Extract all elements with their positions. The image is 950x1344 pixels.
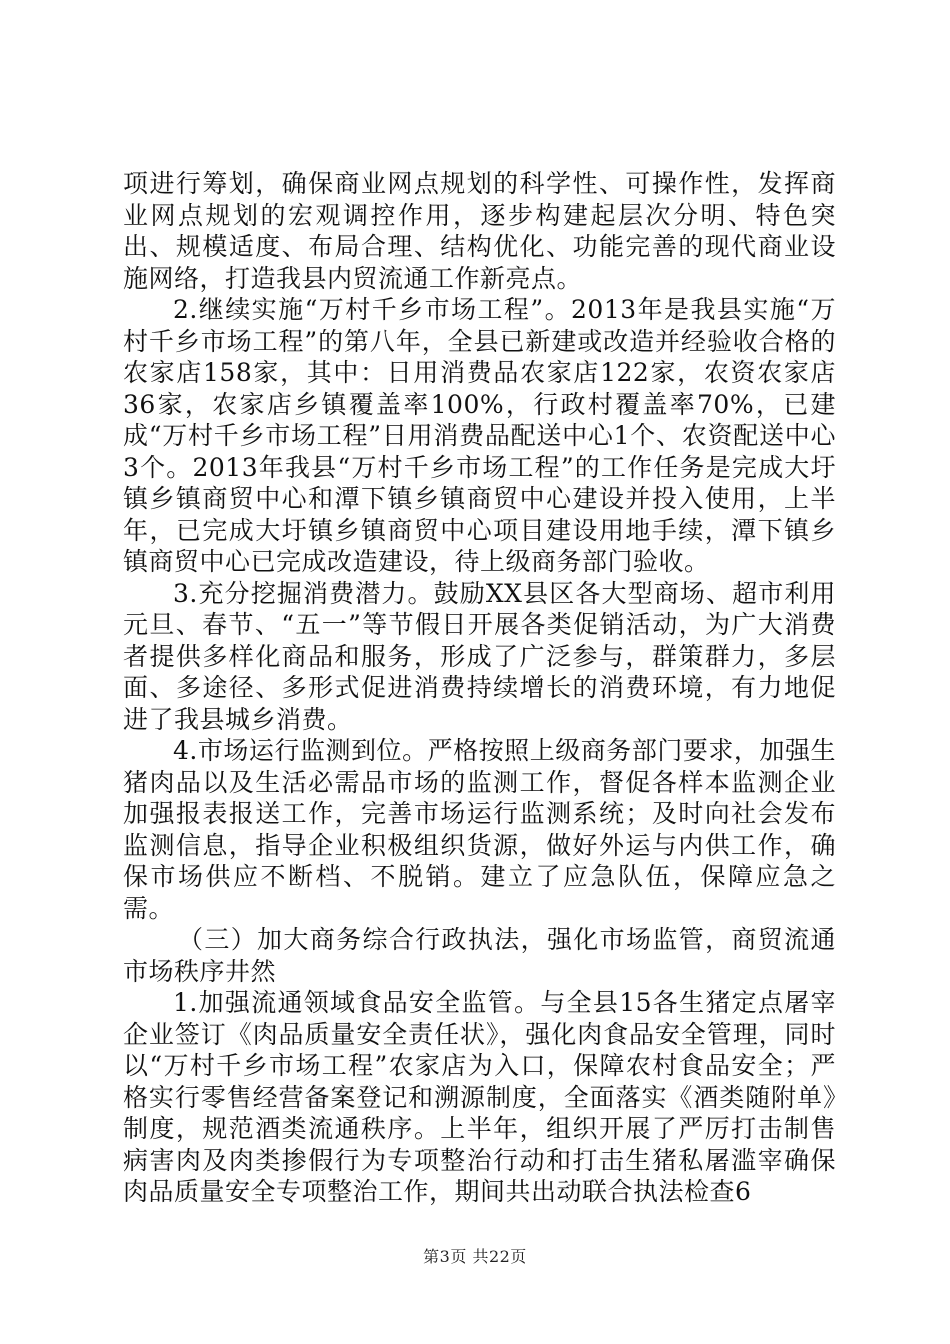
section-heading: （三）加大商务综合行政执法，强化市场监管，商贸流通市场秩序井然 — [123, 925, 836, 986]
paragraph-item-1: 1.加强流通领域食品安全监管。与全县15各生猪定点屠宰企业签订《肉品质量安全责任状》，强化肉食品安全管理，同时以“万村千乡市场工程”农家店为入口，保障农村食品安全；严格实行零售经营备案登记和溯源制度，全面落实《酒类随附单》制度，规范酒类流通秩序。上半年，组织开展了严厉打击制售病害肉及肉类掺假行为专项整治行动和打击生猪私屠滥宰确保肉品质量安全专项整治工作，期间共出动联合执法检查6 — [123, 988, 836, 1206]
paragraph-item-2: 2.继续实施“万村千乡市场工程”。2013年是我县实施“万村千乡市场工程”的第八年，全县已新建或改造并经验收合格的农家店158家，其中：日用消费品农家店122家，农资农家店36家，农家店乡镇覆盖率100%，行政村覆盖率70%，已建成“万村千乡市场工程”日用消费品配送中心1个、农资配送中心3个。2013年我县“万村千乡市场工程”的工作任务是完成大圩镇乡镇商贸中心和潭下镇乡镇商贸中心建设并投入使用，上半年，已完成大圩镇乡镇商贸中心项目建设用地手续，潭下镇乡镇商贸中心已完成改造建设，待上级商务部门验收。 — [123, 295, 836, 576]
page-footer: 第3页 共22页 — [423, 1247, 527, 1266]
paragraph-continuation: 项进行筹划，确保商业网点规划的科学性、可操作性，发挥商业网点规划的宏观调控作用，逐步构建起层次分明、特色突出、规模适度、布局合理、结构优化、功能完善的现代商业设施网络，打造我县内贸流通工作新亮点。 — [123, 169, 836, 293]
document-body — [123, 168, 836, 1208]
paragraph-item-4: 4.市场运行监测到位。严格按照上级商务部门要求，加强生猪肉品以及生活必需品市场的监测工作，督促各样本监测企业加强报表报送工作，完善市场运行监测系统；及时向社会发布监测信息，指导企业积极组织货源，做好外运与内供工作，确保市场供应不断档、不脱销。建立了应急队伍，保障应急之需。 — [123, 736, 836, 923]
paragraph-item-3: 3.充分挖掘消费潜力。鼓励XX县区各大型商场、超市利用元旦、春节、“五一”等节假日开展各类促销活动，为广大消费者提供多样化商品和服务，形成了广泛参与，群策群力，多层面、多途径、多形式促进消费持续增长的消费环境，有力地促进了我县城乡消费。 — [123, 578, 836, 734]
